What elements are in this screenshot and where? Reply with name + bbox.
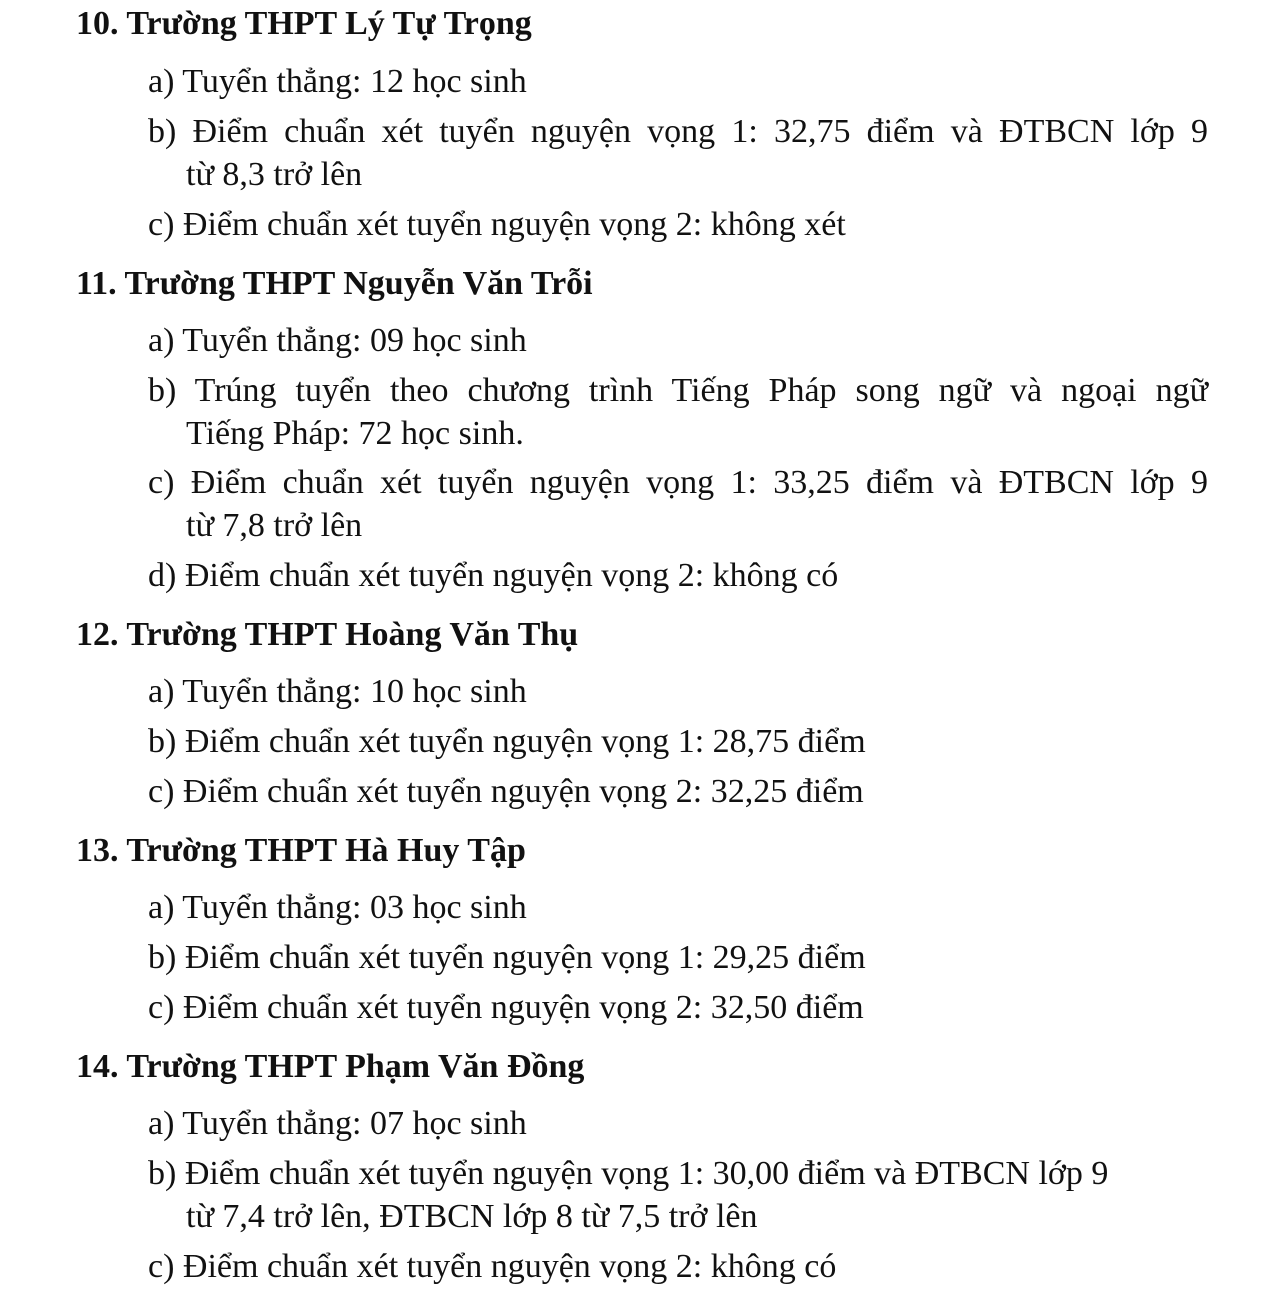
section-10-item-b-cont: từ 8,3 trở lên: [186, 156, 363, 193]
section-11-item-c: c) Điểm chuẩn xét tuyển nguyện vọng 1: 33,25 điểm và ĐTBCN lớp 9: [148, 464, 1208, 501]
section-11-item-b-cont: Tiếng Pháp: 72 học sinh.: [186, 415, 524, 452]
section-13-item-a: a) Tuyển thẳng: 03 học sinh: [148, 889, 527, 926]
section-heading-11: 11. Trường THPT Nguyễn Văn Trỗi: [76, 265, 593, 302]
section-14-item-a: a) Tuyển thẳng: 07 học sinh: [148, 1105, 527, 1142]
section-12-item-c: c) Điểm chuẩn xét tuyển nguyện vọng 2: 32,25 điểm: [148, 773, 864, 810]
section-12-item-b: b) Điểm chuẩn xét tuyển nguyện vọng 1: 28,75 điểm: [148, 723, 866, 760]
section-11-item-c-cont: từ 7,8 trở lên: [186, 507, 363, 544]
section-11-item-b: b) Trúng tuyển theo chương trình Tiếng Pháp song ngữ và ngoại ngữ: [148, 372, 1208, 409]
section-heading-14: 14. Trường THPT Phạm Văn Đồng: [76, 1048, 585, 1085]
section-10-item-c: c) Điểm chuẩn xét tuyển nguyện vọng 2: không xét: [148, 206, 846, 243]
section-14-item-b: b) Điểm chuẩn xét tuyển nguyện vọng 1: 30,00 điểm và ĐTBCN lớp 9: [148, 1155, 1109, 1192]
section-12-item-a: a) Tuyển thẳng: 10 học sinh: [148, 673, 527, 710]
section-11-item-d: d) Điểm chuẩn xét tuyển nguyện vọng 2: không có: [148, 557, 839, 594]
section-14-item-b-cont: từ 7,4 trở lên, ĐTBCN lớp 8 từ 7,5 trở lên: [186, 1198, 758, 1235]
section-13-item-c: c) Điểm chuẩn xét tuyển nguyện vọng 2: 32,50 điểm: [148, 989, 864, 1026]
section-11-item-a: a) Tuyển thẳng: 09 học sinh: [148, 322, 527, 359]
section-13-item-b: b) Điểm chuẩn xét tuyển nguyện vọng 1: 29,25 điểm: [148, 939, 866, 976]
section-14-item-c: c) Điểm chuẩn xét tuyển nguyện vọng 2: không có: [148, 1248, 837, 1285]
section-heading-13: 13. Trường THPT Hà Huy Tập: [76, 832, 526, 869]
section-10-item-a: a) Tuyển thẳng: 12 học sinh: [148, 63, 527, 100]
section-heading-10: 10. Trường THPT Lý Tự Trọng: [76, 5, 532, 42]
section-10-item-b: b) Điểm chuẩn xét tuyển nguyện vọng 1: 32,75 điểm và ĐTBCN lớp 9: [148, 113, 1208, 150]
section-heading-12: 12. Trường THPT Hoàng Văn Thụ: [76, 616, 579, 653]
